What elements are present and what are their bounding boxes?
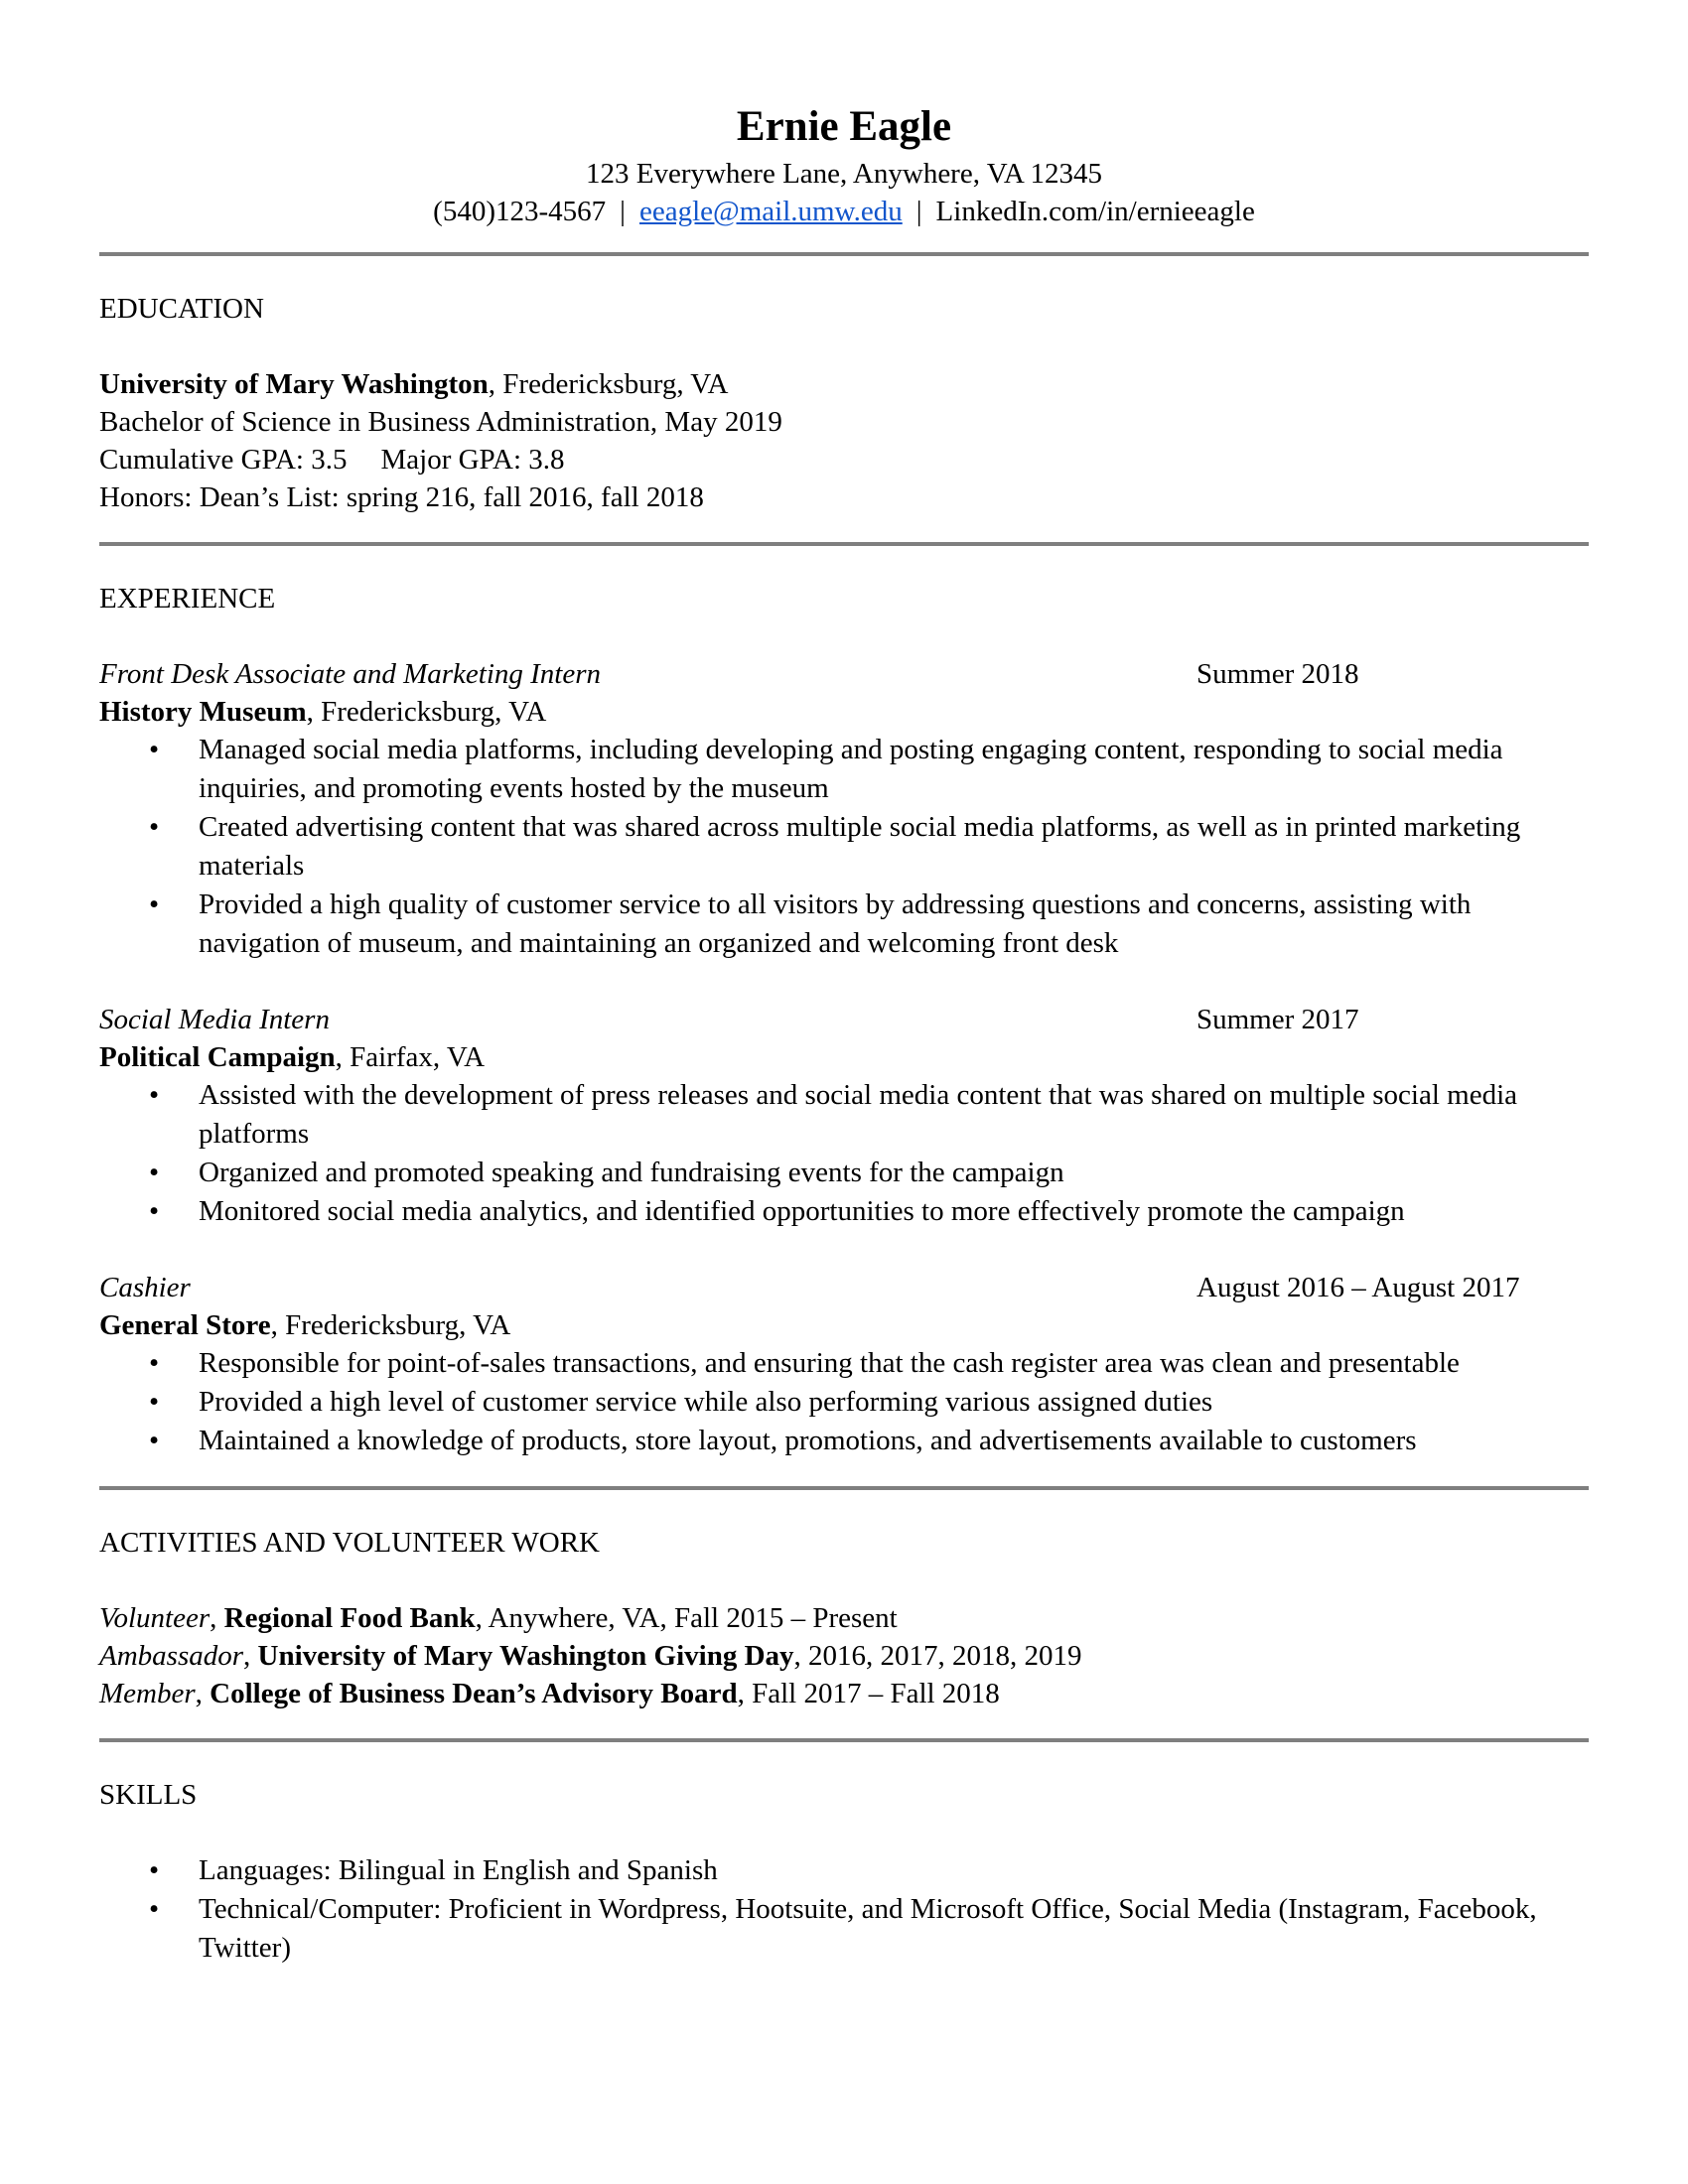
job-date: August 2016 – August 2017: [1196, 1272, 1520, 1303]
activity-role: Member: [99, 1678, 196, 1709]
job-role: Cashier: [99, 1272, 191, 1303]
skills-bullets: [99, 1851, 1537, 1968]
school-name: University of Mary Washington: [99, 368, 489, 400]
bullet-item: • Assisted with the development of press releases and social media content that was shared on multiple social media platforms: [99, 1076, 1594, 1154]
bullet-item: • Provided a high quality of customer service to all visitors by addressing questions and concerns, assisting with navigation of museum, and maintaining an organized and welcoming front desk: [99, 886, 1594, 963]
contact-line: [99, 193, 1589, 230]
job-location: , Fairfax, VA: [335, 1041, 486, 1073]
bullet-item: • Monitored social media analytics, and identified opportunities to more effectively promote the campaign: [99, 1192, 1594, 1231]
activity-details: , Fall 2017 – Fall 2018: [737, 1678, 1000, 1709]
job-bullets: [99, 1076, 1589, 1231]
resume-page: [99, 99, 1589, 1968]
section-title-education: EDUCATION: [99, 293, 264, 325]
education-section: [99, 256, 1589, 516]
activity-details: , Anywhere, VA, Fall 2015 – Present: [475, 1602, 898, 1634]
gpa-line: [99, 441, 1589, 478]
job-org: Political Campaign: [99, 1041, 336, 1073]
email-link[interactable]: eeagle@mail.umw.edu: [638, 196, 903, 227]
activity-org: Regional Food Bank: [223, 1602, 476, 1634]
bullet-item: • Maintained a knowledge of products, store layout, promotions, and advertisements available to customers: [99, 1422, 1594, 1460]
resume-header: [99, 99, 1589, 230]
separator: |: [620, 196, 626, 227]
phone: (540)123-4567: [433, 196, 607, 227]
school-location: , Fredericksburg, VA: [488, 368, 729, 400]
separator: |: [915, 196, 922, 227]
activity-item: Volunteer, Regional Food Bank, Anywhere, VA, Fall 2015 – Present: [99, 1602, 898, 1634]
bullet-item: • Responsible for point-of-sales transactions, and ensuring that the cash register area was clean and presentable: [99, 1344, 1594, 1383]
activity-role: Ambassador: [99, 1640, 244, 1672]
gpa-cumulative: Cumulative GPA: 3.5: [99, 444, 348, 476]
job-date: Summer 2017: [1196, 1004, 1359, 1035]
job-org-line: [99, 693, 1589, 731]
section-title-experience: EXPERIENCE: [99, 583, 276, 614]
activity-org: College of Business Dean’s Advisory Board: [210, 1678, 738, 1709]
bullet-item: • Provided a high level of customer service while also performing various assigned duties: [99, 1383, 1594, 1422]
section-title-skills: SKILLS: [99, 1779, 198, 1811]
bullet-item: • Managed social media platforms, including developing and posting engaging content, responding to social media inquiries, and promoting events hosted by the museum: [99, 731, 1594, 808]
job-date: Summer 2018: [1196, 658, 1359, 690]
job-entry: [99, 1001, 1589, 1231]
bullet-item: • Created advertising content that was shared across multiple social media platforms, as well as in printed marketing materials: [99, 808, 1594, 886]
job-org: History Museum: [99, 696, 307, 728]
activity-role: Volunteer: [99, 1602, 211, 1634]
job-location: , Fredericksburg, VA: [270, 1309, 511, 1341]
activity-item: Ambassador, University of Mary Washington Giving Day, 2016, 2017, 2018, 2019: [99, 1640, 1082, 1672]
job-location: , Fredericksburg, VA: [306, 696, 547, 728]
candidate-name: Ernie Eagle: [736, 103, 952, 150]
section-title-activities: ACTIVITIES AND VOLUNTEER WORK: [99, 1527, 600, 1559]
job-header: [99, 655, 1589, 693]
job-org-line: [99, 1306, 1589, 1344]
address: 123 Everywhere Lane, Anywhere, VA 12345: [585, 158, 1102, 190]
honors: Honors: Dean’s List: spring 216, fall 2016, fall 2018: [99, 481, 704, 513]
job-entry: [99, 655, 1589, 963]
experience-section: [99, 546, 1589, 1460]
school-line: [99, 365, 1589, 403]
activities-section: [99, 1490, 1589, 1712]
skill-item: • Languages: Bilingual in English and Spanish: [99, 1851, 1594, 1890]
activity-details: , 2016, 2017, 2018, 2019: [793, 1640, 1082, 1672]
job-entry: [99, 1269, 1589, 1460]
linkedin: LinkedIn.com/in/ernieeagle: [935, 196, 1255, 227]
job-header: [99, 1001, 1589, 1038]
activity-item: Member, College of Business Dean’s Advisory Board, Fall 2017 – Fall 2018: [99, 1678, 1000, 1709]
skills-section: [99, 1742, 1589, 1968]
skill-item: • Technical/Computer: Proficient in Wordpress, Hootsuite, and Microsoft Office, Social Media (Instagram, Facebook, Twitter): [99, 1890, 1594, 1968]
job-org: General Store: [99, 1309, 271, 1341]
job-bullets: [99, 731, 1589, 963]
gpa-major: Major GPA: 3.8: [380, 444, 565, 476]
bullet-item: • Organized and promoted speaking and fundraising events for the campaign: [99, 1154, 1594, 1192]
job-role: Front Desk Associate and Marketing Intern: [99, 658, 601, 690]
job-org-line: [99, 1038, 1589, 1076]
job-header: [99, 1269, 1589, 1306]
job-bullets: [99, 1344, 1589, 1460]
activity-org: University of Mary Washington Giving Day: [257, 1640, 794, 1672]
job-role: Social Media Intern: [99, 1004, 330, 1035]
degree: Bachelor of Science in Business Administration, May 2019: [99, 406, 782, 438]
